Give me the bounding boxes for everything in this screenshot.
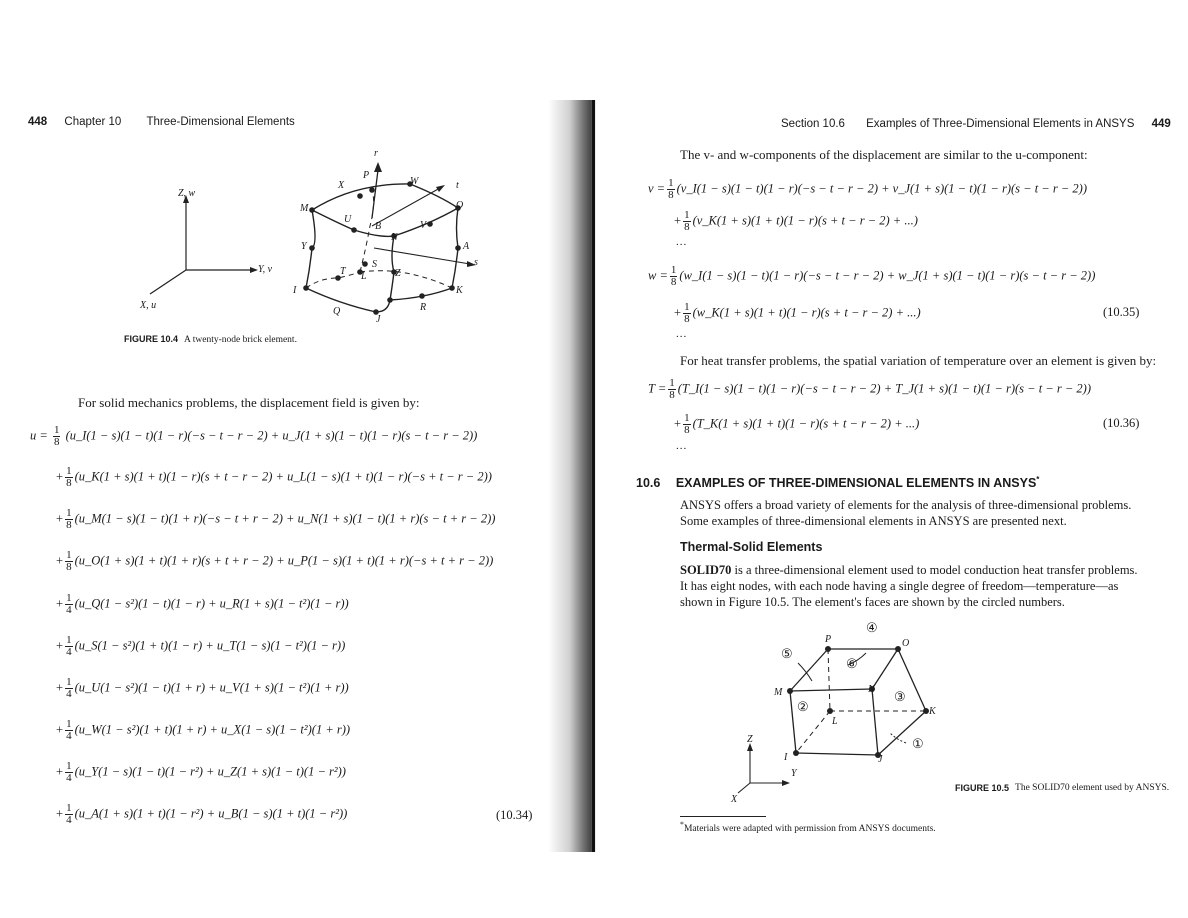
eq-number-10-34: (10.34) (496, 808, 533, 822)
section-heading-text: EXAMPLES OF THREE-DIMENSIONAL ELEMENTS IN ANSYS (675, 476, 1037, 491)
axis-label-z: Z, w (178, 188, 196, 199)
section-label: Section 10.6 (781, 118, 845, 130)
face-6-label: ⑥ (846, 656, 858, 671)
figure-10-5-caption-text: The SOLID70 element used by ANSYS. (1015, 783, 1170, 793)
ellipsis-1: ... (676, 236, 688, 248)
edge-bottom-front (306, 288, 390, 312)
edge-top-right (410, 184, 458, 208)
left-intro-text: For solid mechanics problems, the displacement field is given by: (78, 395, 420, 410)
eq-10-34-line-9: + $\frac{1}{4}$ (u_Y(1 − s)(1 − t)(1 − r²) + u_Z(1 + s)(1 − t)(1 − r²)) (56, 760, 346, 784)
left-running-head (28, 116, 295, 128)
eq-T-line-2: + $\frac{1}{8}$ (T_K(1 + s)(1 + t)(1 − r)(s + t − r − 2) + ...) (674, 412, 920, 436)
section-heading-number: 10.6 (636, 476, 661, 491)
chapter-title: Three-Dimensional Elements (146, 116, 295, 128)
axis-label-y: Y, v (258, 264, 273, 275)
node-label-K: K (456, 285, 463, 296)
eq-10-34-line-4: + $\frac{1}{8}$ (u_O(1 + s)(1 + t)(1 + r)(s + t + r − 2) + u_P(1 − s)(1 + t)(1 + r)(−s + t + r − 2)) (56, 549, 494, 573)
node-label-W: W (410, 176, 419, 187)
fraction: $\frac{1}{8}$ (53, 424, 60, 448)
r-direction (372, 170, 378, 218)
eq-term: (u_I(1 − s)(1 − t)(1 − r)(−s − t − r − 2) + u_J(1 + s)(1 − t)(1 − r)(s − t − r − 2)) (65, 428, 478, 443)
r-arrow (374, 162, 382, 172)
section-heading-footnote-mark: * (1036, 475, 1040, 484)
node-label-P: P (363, 170, 370, 181)
node-label-J: J (376, 314, 381, 325)
eq-w-line-1: w = $\frac{1}{8}$ (w_I(1 − s)(1 − t)(1 − r)(−s − t − r − 2) + w_J(1 + s)(1 − t)(1 − r)(s − t − r − 2)) (648, 264, 1096, 288)
eq-10-34-line-7: + $\frac{1}{4}$ (u_U(1 − s²)(1 − t)(1 + r) + u_V(1 + s)(1 − t²)(1 + r)) (56, 676, 349, 700)
t-arrow (436, 185, 445, 192)
f105-node-I: I (784, 752, 788, 763)
solid70-name: SOLID70 (680, 563, 732, 577)
node-label-S: S (372, 259, 377, 270)
figure-10-5-label: FIGURE 10.5 (955, 783, 1010, 793)
node-label-B: B (375, 221, 382, 232)
footnote (680, 820, 936, 834)
f105-axis-Y: Y (791, 768, 797, 779)
figure-10-5-solid70-element (720, 615, 960, 815)
eq-10-34-line-2: + $\frac{1}{8}$ (u_K(1 + s)(1 + t)(1 − r)(s + t − r − 2) + u_L(1 − s)(1 + t)(1 − r)(−s + t − r − 2)) (56, 465, 492, 489)
right-intro-text: The v- and w-components of the displacement are similar to the u-component: (680, 147, 1088, 162)
book-gutter-shadow (548, 100, 596, 852)
eq-T-line-1: T = $\frac{1}{8}$ (T_I(1 − s)(1 − t)(1 − r)(−s − t − r − 2) + T_J(1 + s)(1 − t)(1 − r)(s − t − r − 2)) (648, 377, 1091, 401)
eq-number-10-36: (10.36) (1103, 416, 1140, 430)
figure-10-4-caption-text: A twenty-node brick element. (184, 335, 297, 345)
node-label-U: U (344, 214, 352, 225)
face-3-label: ③ (894, 689, 906, 704)
figure-10-4-label: FIGURE 10.4 (124, 334, 179, 344)
eq-v-line-1: v = $\frac{1}{8}$ (v_I(1 − s)(1 − t)(1 − r)(−s − t − r − 2) + v_J(1 + s)(1 − t)(1 − r)(s − t − r − 2)) (648, 177, 1087, 201)
heat-intro-text: For heat transfer problems, the spatial variation of temperature over an element is given by: (680, 353, 1157, 368)
axis-label-x: X, u (140, 300, 157, 311)
f105-node-J: J (878, 754, 883, 765)
y-axis-arrow (250, 267, 258, 273)
hidden-edge-bottom-right (360, 271, 452, 288)
eq-10-34-line-10: + $\frac{1}{4}$ (u_A(1 + s)(1 + t)(1 − r²) + u_B(1 − s)(1 + t)(1 − r²)) (56, 802, 348, 826)
f105-node-M: M (774, 687, 783, 698)
eq-number-10-35: (10.35) (1103, 305, 1140, 319)
solid70-paragraph (680, 562, 1148, 610)
section-paragraph: ANSYS offers a broad variety of elements for the analysis of three-dimensional problems. Some examples of three-dimensional elements in ANSYS are presented next. (680, 498, 1132, 528)
eq-v-line-2: + $\frac{1}{8}$ (v_K(1 + s)(1 + t)(1 − r)(s + t − r − 2) + ...) (674, 209, 918, 233)
node-label-T: T (340, 266, 346, 277)
section-title: Examples of Three-Dimensional Elements in ANSYS (866, 118, 1135, 130)
f105-node-P: P (825, 634, 832, 645)
figure-10-4-brick-element (140, 148, 500, 328)
footnote-text: Materials were adapted with permission from ANSYS documents. (683, 824, 936, 835)
node-label-O: O (456, 200, 464, 211)
face-2-label: ② (797, 699, 809, 714)
f105-node-O: O (902, 638, 910, 649)
t-direction (372, 188, 440, 226)
right-running-head (781, 118, 1171, 130)
f105-node-K: K (929, 706, 936, 717)
x-axis (150, 270, 186, 294)
right-page-number: 449 (1151, 118, 1171, 130)
node-label-Z: Z (395, 268, 401, 279)
ellipsis-3: ... (676, 440, 688, 452)
section-heading (636, 475, 1039, 490)
f105-node-N: N (868, 684, 875, 695)
node-label-Y: Y (301, 241, 307, 252)
face-1-label: ① (912, 736, 924, 751)
node-label-N: N (391, 232, 398, 243)
dir-label-r: r (374, 148, 378, 159)
node-label-A: A (463, 241, 470, 252)
face-4-label: ④ (866, 620, 878, 635)
left-page-number: 448 (28, 116, 48, 128)
footnote-rule (680, 816, 766, 817)
eq-10-34-line-1 (30, 425, 477, 448)
eq-10-34-line-6: + $\frac{1}{4}$ (u_S(1 − s²)(1 + t)(1 − r) + u_T(1 − s)(1 − t²)(1 − r)) (56, 634, 346, 658)
hidden-edge-bottom-back (306, 272, 360, 288)
subheading-thermal-solid: Thermal-Solid Elements (680, 540, 823, 554)
node-label-V: V (420, 220, 427, 231)
face-5-label: ⑤ (781, 646, 793, 661)
s-direction (374, 248, 470, 264)
f105-node-L: L (832, 716, 838, 727)
solid70-text: is a three-dimensional element used to model conduction heat transfer problems. It has eight nodes, with each node having a single degree of freedom—temperature—as shown in Figure 10.5. The element's faces are shown by the circled numbers. (680, 563, 1138, 609)
eq-10-34-line-8: + $\frac{1}{4}$ (u_W(1 − s²)(1 + t)(1 + r) + u_X(1 − s)(1 − t²)(1 + r)) (56, 718, 351, 742)
node-label-I: I (293, 285, 297, 296)
figure-10-4-caption (124, 334, 297, 345)
node-label-Q: Q (333, 306, 341, 317)
node-label-M: M (300, 203, 309, 214)
eq-lhs: u = (30, 428, 48, 443)
ellipsis-2: ... (676, 328, 688, 340)
node-label-X: X (338, 180, 345, 191)
figure-10-5-caption (955, 782, 1188, 796)
node-label-R: R (420, 302, 427, 313)
eq-10-34-line-5: + $\frac{1}{4}$ (u_Q(1 − s²)(1 − t)(1 − r) + u_R(1 + s)(1 − t²)(1 − r)) (56, 592, 349, 616)
dir-label-s: s (474, 257, 478, 268)
eq-10-34-line-3: + $\frac{1}{8}$ (u_M(1 − s)(1 − t)(1 + r)(−s − t + r − 2) + u_N(1 + s)(1 − t)(1 + r)(s − t + r − 2)) (56, 507, 496, 531)
eq-w-line-2: + $\frac{1}{8}$ (w_K(1 + s)(1 + t)(1 − r)(s + t − r − 2) + ...) (674, 301, 921, 325)
node-label-L: L (361, 271, 367, 282)
footnote-mark: * (680, 820, 684, 829)
f105-axis-Z: Z (747, 734, 753, 745)
f105-axis-X: X (731, 794, 738, 805)
chapter-label: Chapter 10 (64, 116, 122, 128)
edge-front-vertical (390, 236, 394, 300)
dir-label-t: t (456, 180, 459, 191)
